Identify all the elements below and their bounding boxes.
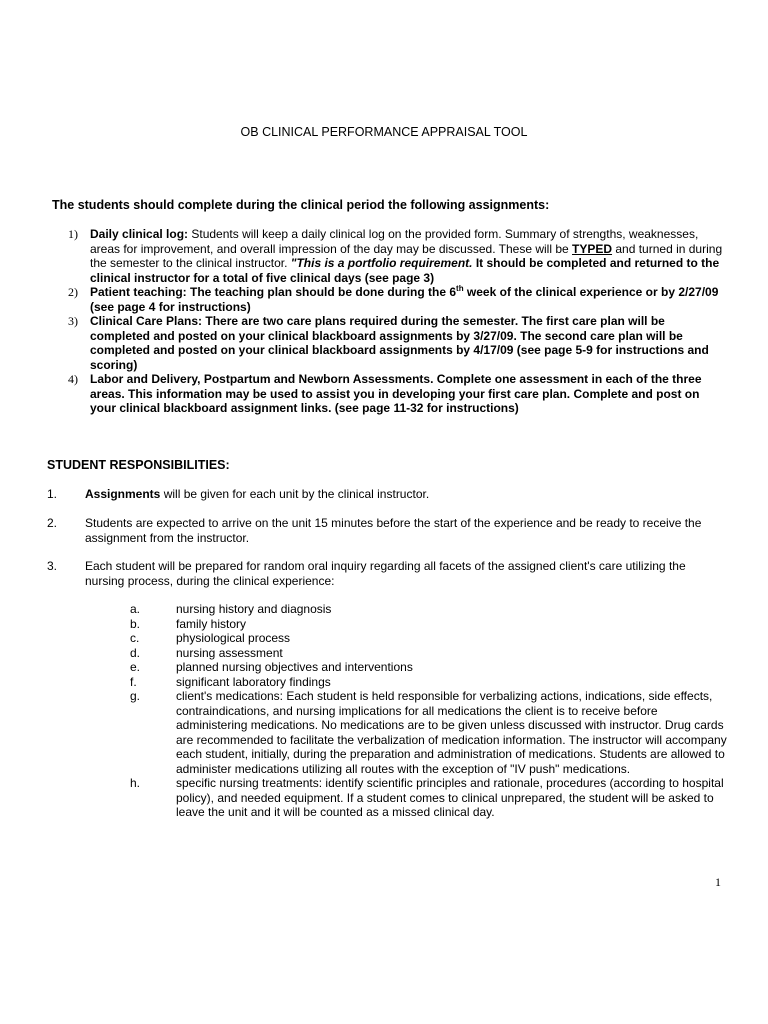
typed-emphasis: TYPED xyxy=(572,241,613,256)
subitem-text: nursing history and diagnosis xyxy=(176,602,332,616)
subitem xyxy=(130,689,728,776)
assignment-body: Students will keep a daily clinical log on the provided form. Summary of strengths, weaknesses, areas for improvement, and overall impression of the day may be discussed. These will be xyxy=(90,227,699,256)
page-number: 1 xyxy=(715,875,721,889)
assignment-text-b: week of the clinical experience or by 2/27/09 (see page 4 for instructions) xyxy=(90,285,719,314)
subitem-text: physiological process xyxy=(176,631,291,645)
subitem xyxy=(130,617,728,632)
assignments-intro: The students should complete during the clinical period the following assignments: xyxy=(52,198,550,212)
responsibility-bold: Assignments xyxy=(85,487,161,501)
subitem-text: family history xyxy=(176,616,247,631)
subitem-text: client's medications: Each student is held responsible for verbalizing actions, indications, side effects, contraindications, and nursing implications for all medications the client is to receive before administering medications. No medications are to be given unless discussed with instructor. Drug cards are recommended to facilitate the verbalization of medication information. The instructor will accompany each student, initially, during the preparation and administration of medications. Students are allowed to administer medications utilizing all routes with the exception of "IV push" medications. xyxy=(176,689,727,776)
subitem-letter: a. xyxy=(130,602,141,616)
subitem-letter: c. xyxy=(130,631,140,645)
responsibility-item xyxy=(47,559,717,588)
subitem-text: nursing assessment xyxy=(176,645,283,660)
assignment-item xyxy=(68,314,728,372)
assignment-number: 3) xyxy=(68,314,78,328)
assignment-body-cont: and turned in during the semester to the clinical instructor. xyxy=(90,241,723,270)
assignment-tail: It should be completed and returned to the clinical instructor for a total of five clinical days (see page 3) xyxy=(90,256,720,285)
inquiry-subitems xyxy=(130,602,728,820)
portfolio-requirement: "This is a portfolio requirement. xyxy=(290,256,473,270)
subitem xyxy=(130,660,728,675)
assignments-list xyxy=(68,227,728,416)
responsibilities-heading: STUDENT RESPONSIBILITIES: xyxy=(47,458,230,472)
responsibility-text xyxy=(85,487,717,502)
responsibility-item xyxy=(47,487,717,502)
subitem xyxy=(130,675,728,690)
subitem-letter: g. xyxy=(130,689,141,703)
subitem-text: planned nursing objectives and interventions xyxy=(176,660,413,674)
responsibility-text: Each student will be prepared for random oral inquiry regarding all facets of the assigned client's care utilizing the nursing process, during the clinical experience: xyxy=(85,559,686,588)
responsibility-number: 1. xyxy=(47,487,58,501)
subitem-text: specific nursing treatments: identify scientific principles and rationale, procedures (according to hospital policy), and needed equipment. If a student comes to clinical unprepared, the student will be asked to leave the unit and it will be counted as a missed clinical day. xyxy=(176,776,724,819)
assignment-item xyxy=(68,372,728,416)
assignment-number: 2) xyxy=(68,285,78,299)
subitem-letter: h. xyxy=(130,776,141,790)
responsibility-number: 2. xyxy=(47,516,58,530)
assignment-number: 4) xyxy=(68,372,78,386)
assignment-text-a: Patient teaching: The teaching plan should be done during the 6 xyxy=(90,285,457,299)
subitem-letter: f. xyxy=(130,674,137,689)
subitem xyxy=(130,602,728,617)
superscript: th xyxy=(456,284,464,293)
document-title: OB CLINICAL PERFORMANCE APPRAISAL TOOL xyxy=(240,125,528,139)
subitem-text: significant laboratory findings xyxy=(176,674,331,689)
subitem-letter: e. xyxy=(130,660,141,674)
responsibility-item xyxy=(47,516,717,545)
assignment-heading: Daily clinical log: xyxy=(90,227,189,241)
assignment-text xyxy=(90,285,728,314)
responsibility-text: Students are expected to arrive on the unit 15 minutes before the start of the experience and be ready to receive the assignment from the instructor. xyxy=(85,516,702,545)
subitem xyxy=(130,776,728,820)
assignment-text: Clinical Care Plans: There are two care plans required during the semester. The first care plan will be completed and posted on your clinical blackboard assignments by 3/27/09. The second care plan will be completed and posted on your clinical blackboard assignments by 4/17/09 (see page 5-9 for instructions and scoring) xyxy=(90,314,709,372)
assignment-text xyxy=(90,227,728,285)
assignment-text: Labor and Delivery, Postpartum and Newborn Assessments. Complete one assessment in each of the three areas. This information may be used to assist you in developing your first care plan. Complete and post on your clinical blackboard assignment links. (see page 11-32 for instructions) xyxy=(90,372,702,415)
responsibility-number: 3. xyxy=(47,559,58,573)
subitem xyxy=(130,646,728,661)
subitem xyxy=(130,631,728,646)
subitem-letter: d. xyxy=(130,645,141,660)
responsibility-body: will be given for each unit by the clinical instructor. xyxy=(160,487,430,501)
assignment-number: 1) xyxy=(68,227,78,241)
assignment-item xyxy=(68,285,728,314)
assignment-item xyxy=(68,227,728,285)
subitem-letter: b. xyxy=(130,616,141,631)
